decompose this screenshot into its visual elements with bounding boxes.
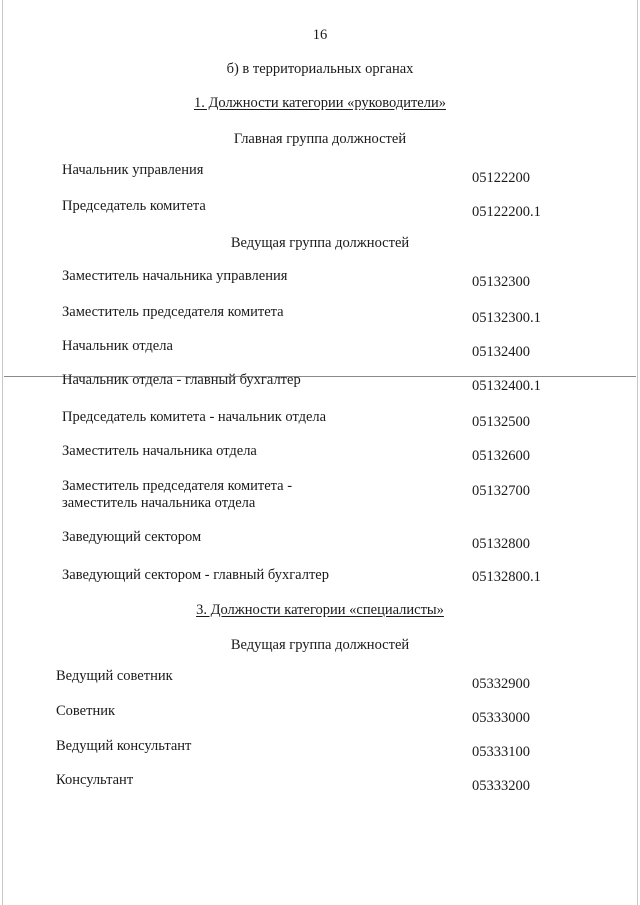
page-number: 16 — [312, 27, 328, 43]
position-code: 05132600 — [472, 448, 530, 464]
position-code: 05132800 — [472, 536, 530, 552]
position-name: Заведующий сектором — [62, 529, 202, 545]
position-name: Ведущий консультант — [56, 738, 192, 754]
position-name: Председатель комитета - начальник отдела — [62, 409, 327, 425]
position-name: Заместитель начальника отдела — [62, 443, 257, 459]
position-code: 05132800.1 — [472, 569, 541, 585]
position-code: 05122200 — [472, 170, 530, 186]
position-code: 05333100 — [472, 744, 530, 760]
position-code: 05333200 — [472, 778, 530, 794]
position-name: Начальник управления — [62, 162, 204, 178]
group-title-leading-specialists: Ведущая группа должностей — [230, 637, 410, 653]
position-name: Консультант — [56, 772, 134, 788]
group-title-leading: Ведущая группа должностей — [230, 235, 410, 251]
position-name: Председатель комитета — [62, 198, 206, 214]
section-title-managers: 1. Должности категории «руководители» — [194, 95, 446, 111]
position-code: 05132700 — [472, 483, 530, 499]
position-code: 05332900 — [472, 676, 530, 692]
position-code: 05132300 — [472, 274, 530, 290]
position-name: Ведущий советник — [56, 668, 173, 684]
position-name: Заместитель председателя комитета — [62, 304, 284, 320]
position-code: 05333000 — [472, 710, 530, 726]
position-name: Начальник отдела - главный бухгалтер — [62, 372, 301, 388]
position-name: Заместитель председателя комитета - заместитель начальника отдела — [62, 478, 293, 511]
section-title-specialists: 3. Должности категории «специалисты» — [196, 602, 444, 618]
position-code: 05122200.1 — [472, 204, 541, 220]
group-title-main: Главная группа должностей — [233, 131, 407, 147]
position-code: 05132300.1 — [472, 310, 541, 326]
position-code: 05132400 — [472, 344, 530, 360]
position-name: Заведующий сектором - главный бухгалтер — [62, 567, 329, 583]
position-code: 05132400.1 — [472, 378, 541, 394]
position-code: 05132500 — [472, 414, 530, 430]
position-name: Советник — [56, 703, 116, 719]
document-heading: б) в территориальных органах — [226, 61, 414, 77]
position-name: Начальник отдела — [62, 338, 173, 354]
position-name: Заместитель начальника управления — [62, 268, 288, 284]
